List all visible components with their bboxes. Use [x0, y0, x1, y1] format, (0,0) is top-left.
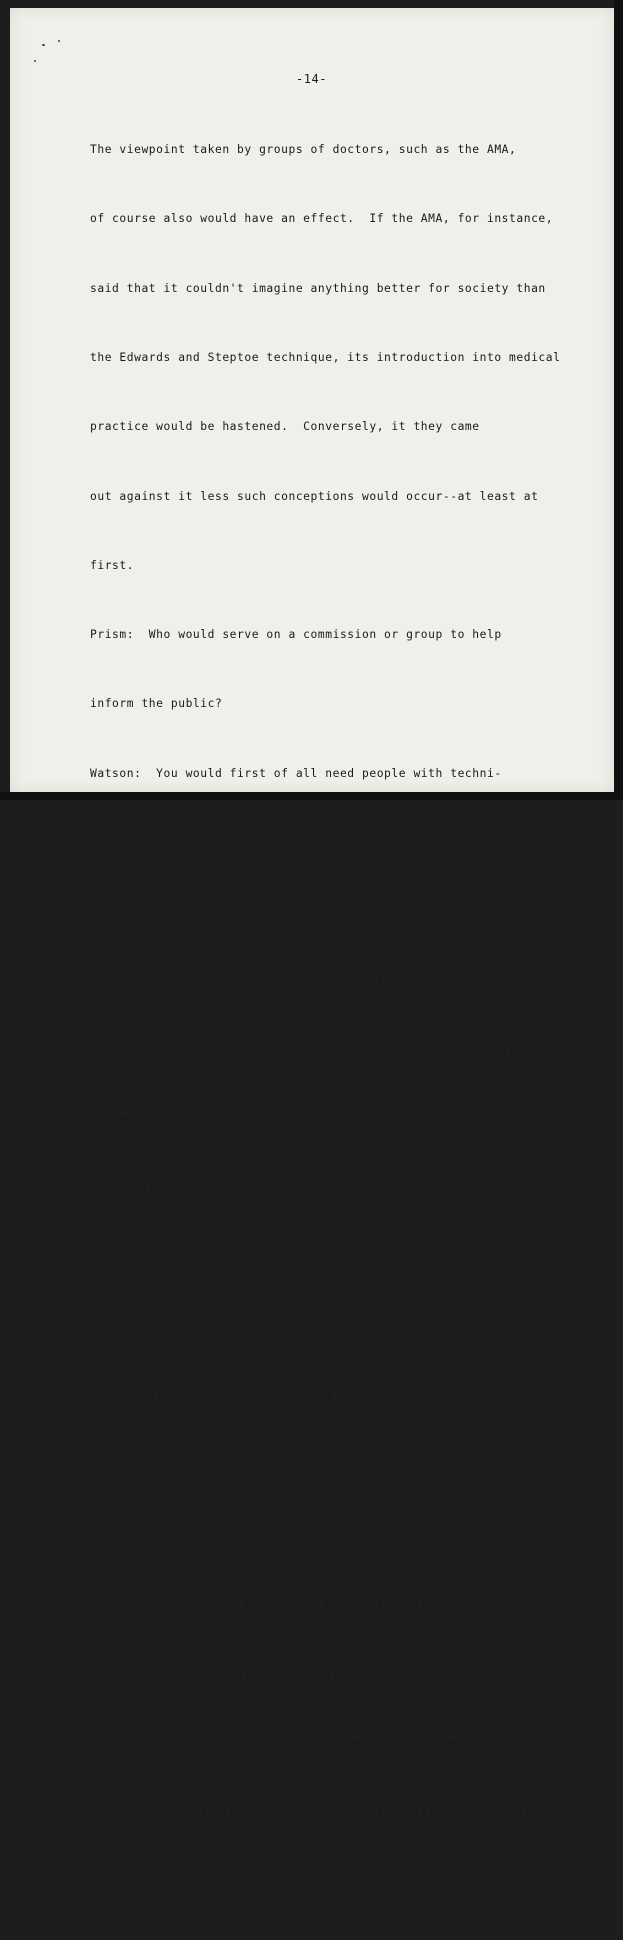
text-line: The viewpoint taken by groups of doctors, such as the AMA, [90, 143, 517, 157]
text-line: without some decisions being made? [90, 1459, 340, 1473]
text-line: the Edwards and Steptoe technique, its introduction into medical [90, 351, 561, 365]
text-line: out against it less such conceptions would occur--at least at [90, 489, 539, 503]
text-line: the way it has been without great public discussion and [90, 1390, 495, 1404]
page-number: -14- [296, 72, 327, 86]
text-line: practice would be hastened. Conversely, it they came [90, 420, 480, 434]
paper-speck [34, 60, 36, 62]
text-line: Watson: You would first of all need people with techni- [90, 766, 502, 780]
text-line: Prism: What do you think will happen if nothing is done-- [90, 1251, 517, 1265]
scan-border-right [614, 0, 623, 800]
text-line: if this kind of experimentation is just allowed to go on [90, 1320, 502, 1334]
paper-speck [58, 40, 60, 42]
text-line: of course also would have an effect. If the AMA, for instance, [90, 212, 554, 226]
text-line: sented. You need a mixture of people who can appreciate both [90, 1113, 539, 1127]
text-line: inform the public? [90, 697, 223, 711]
text-line: tube babies should come out bad, I believe most people wouldn't [90, 1736, 554, 1750]
text-line: said that it couldn't imagine anything better for society than [90, 281, 546, 295]
text-line: first. [90, 558, 135, 572]
text-line: They would simply blame the doctor (or scientist). [90, 1875, 465, 1889]
text-line: problems would quickly emerge. If one of the first test- [90, 1667, 510, 1681]
typed-body-text [90, 92, 610, 1940]
text-line: only doctors. The user public would have to be strongly repre- [90, 1043, 546, 1057]
text-line: look at such a failure in a dispassionate, statistical fashion. [90, 1805, 554, 1819]
text-line: things. On the other hand, you wouldn't want to have [90, 974, 480, 988]
text-line: whether they thought it was easy or hard to do certain [90, 905, 487, 919]
text-line: cal competence. Gynecologists, for example, could tell you [90, 836, 524, 849]
text-line: the difficulties and advantages. [90, 1182, 326, 1196]
text-line: Prism: Who would serve on a commission or group to help [90, 628, 502, 642]
text-line: Watson: If the first in vitro fertilizations are successful, [90, 1528, 539, 1542]
paper-speck [42, 44, 45, 46]
text-line: I don't see stopping the tide. Obviously a lot of legal [90, 1598, 502, 1612]
